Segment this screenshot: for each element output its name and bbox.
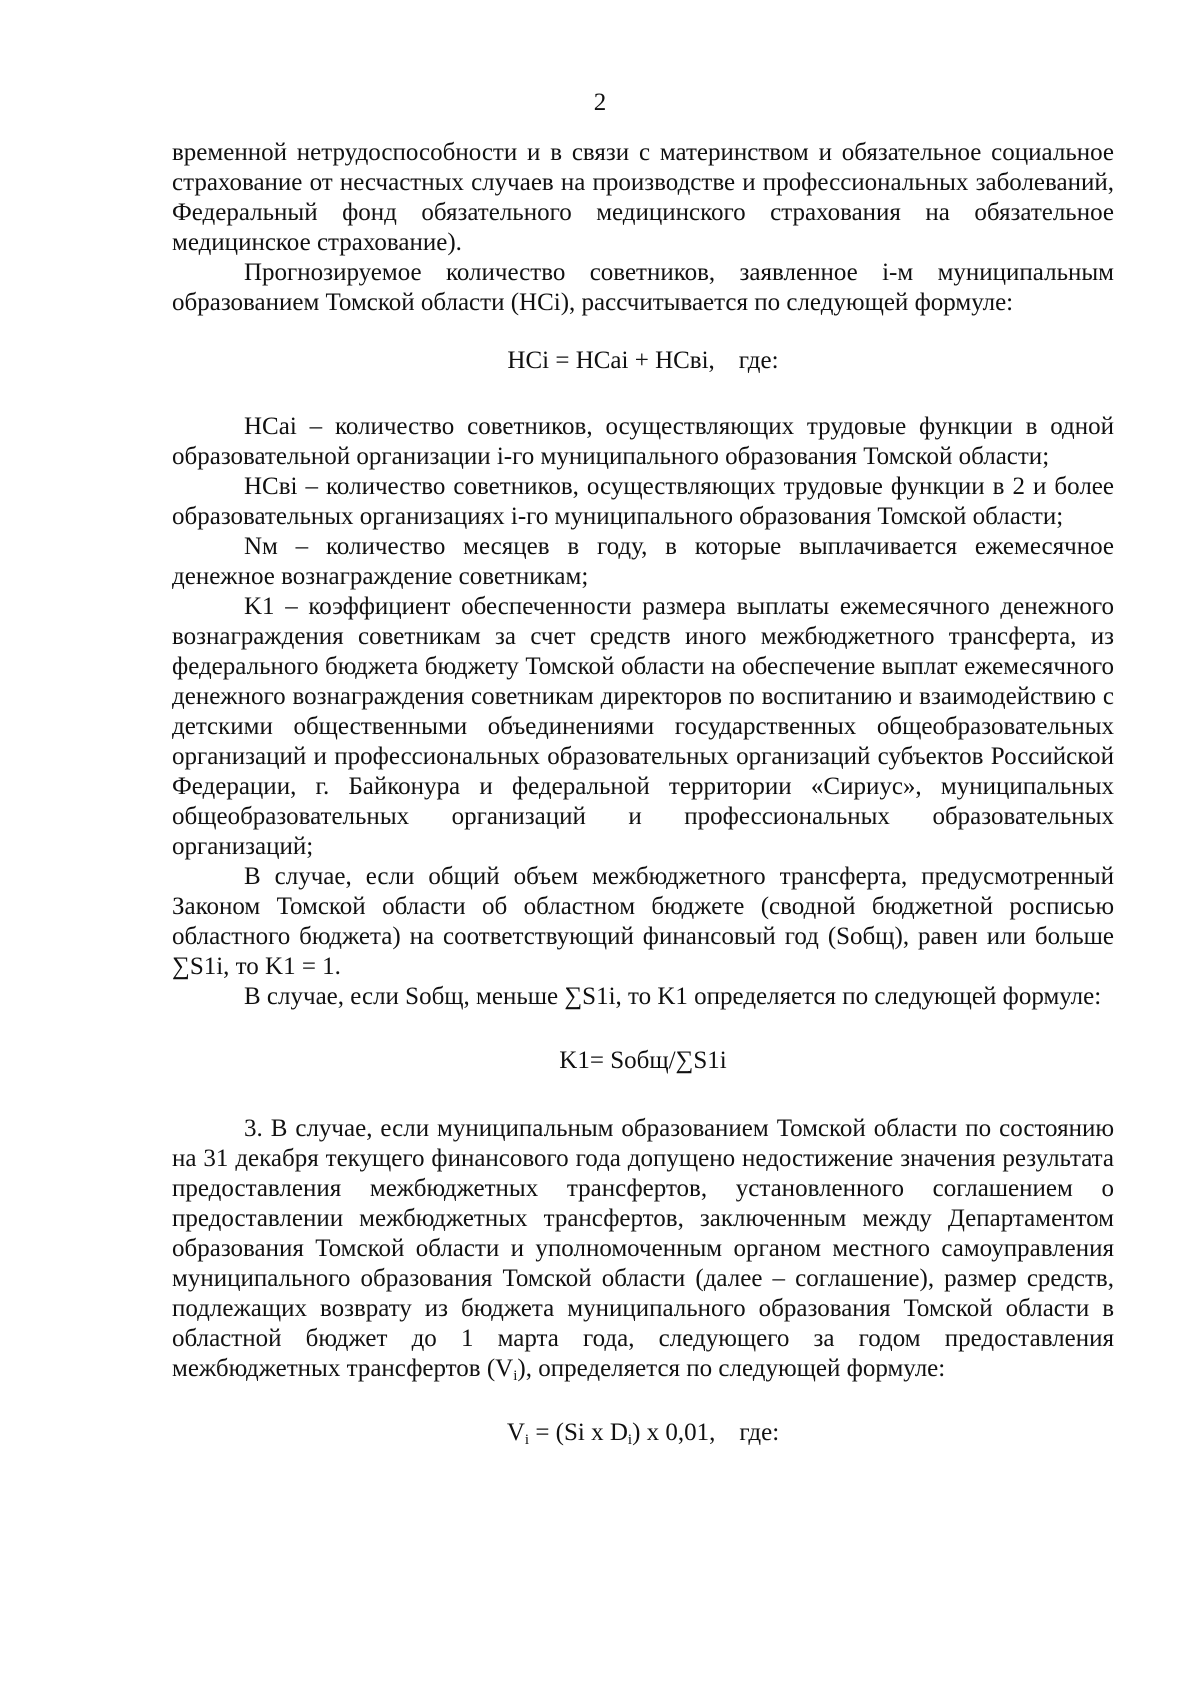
formula-v-where: где: bbox=[739, 1419, 780, 1446]
paragraph-hcai-definition: НСаi – количество советников, осуществляющих трудовые функции в одной образовательной организации i-го муниципального образования Томской области; bbox=[172, 413, 1114, 470]
paragraph-section-3-subscript: i bbox=[513, 1368, 518, 1384]
paragraph-section-3-tail: ), определяется по следующей формуле: bbox=[517, 1355, 946, 1382]
paragraph-forecast-advisors: Прогнозируемое количество советников, заявленное i-м муниципальным образованием Томской области (НСi), рассчитывается по следующей формуле: bbox=[172, 259, 1114, 316]
formula-hc bbox=[172, 346, 1114, 376]
page-number: 2 bbox=[593, 89, 607, 116]
paragraph-k1-less-case: В случае, если Sобщ, меньше ∑S1i, то K1 определяется по следующей формуле: bbox=[244, 983, 1102, 1010]
formula-k1: K1= Sобщ/∑S1i bbox=[559, 1047, 727, 1074]
formula-v-middle: = (Si x D bbox=[529, 1419, 628, 1446]
formula-hc-expression: НСi = НСаi + НСвi, bbox=[507, 347, 715, 374]
formula-v-end: ) x 0,01, bbox=[632, 1419, 716, 1446]
document-body bbox=[172, 138, 1114, 1448]
formula-hc-where: где: bbox=[738, 347, 779, 374]
paragraph-k1-definition: K1 – коэффициент обеспеченности размера выплаты ежемесячного денежного вознаграждения советникам за счет средств иного межбюджетного трансферта, из федерального бюджета бюджету Томской области на обеспечение выплат ежемесячного денежного вознаграждения советникам директоров по воспитанию и взаимодействию с детскими общественными объединениями государственных общеобразовательных организаций и профессиональных образовательных организаций субъектов Российской Федерации, г. Байконура и федеральной территории «Сириус», муниципальных общеобразовательных организаций и профессиональных образовательных организаций; bbox=[172, 593, 1114, 860]
formula-v-symbol: V bbox=[506, 1419, 525, 1446]
formula-v bbox=[172, 1418, 1114, 1448]
formula-v-subscript-2: i bbox=[627, 1432, 633, 1448]
paragraph-nm-definition: Nм – количество месяцев в году, в которые выплачивается ежемесячное денежное вознаграждение советникам; bbox=[172, 533, 1114, 590]
paragraph-section-3-text: 3. В случае, если муниципальным образованием Томской области по состоянию на 31 декабря текущего финансового года допущено недостижение значения результата предоставления межбюджетных трансфертов, установленного соглашением о предоставлении межбюджетных трансфертов, заключенным между Департаментом образования Томской области и уполномоченным органом местного самоуправления муниципального образования Томской области (далее – соглашение), размер средств, подлежащих возврату из бюджета муниципального образования Томской области в областной бюджет до 1 марта года, следующего за годом предоставления межбюджетных трансфертов (V bbox=[172, 1115, 1114, 1382]
paragraph-insurance-funds: временной нетрудоспособности и в связи с материнством и обязательное социальное страхование от несчастных случаев на производстве и профессиональных заболеваний, Федеральный фонд обязательного медицинского страхования на обязательное медицинское страхование). bbox=[172, 139, 1114, 256]
paragraph-hcvi-definition: НСвi – количество советников, осуществляющих трудовые функции в 2 и более образовательных организациях i-го муниципального образования Томской области; bbox=[172, 473, 1114, 530]
paragraph-section-3 bbox=[172, 1114, 1114, 1384]
paragraph-k1-equals-one: В случае, если общий объем межбюджетного трансферта, предусмотренный Законом Томской области об областном бюджете (сводной бюджетной росписью областного бюджета) на соответствующий финансовый год (Sобщ), равен или больше ∑S1i, то K1 = 1. bbox=[172, 863, 1114, 980]
formula-v-subscript-1: i bbox=[524, 1432, 530, 1448]
